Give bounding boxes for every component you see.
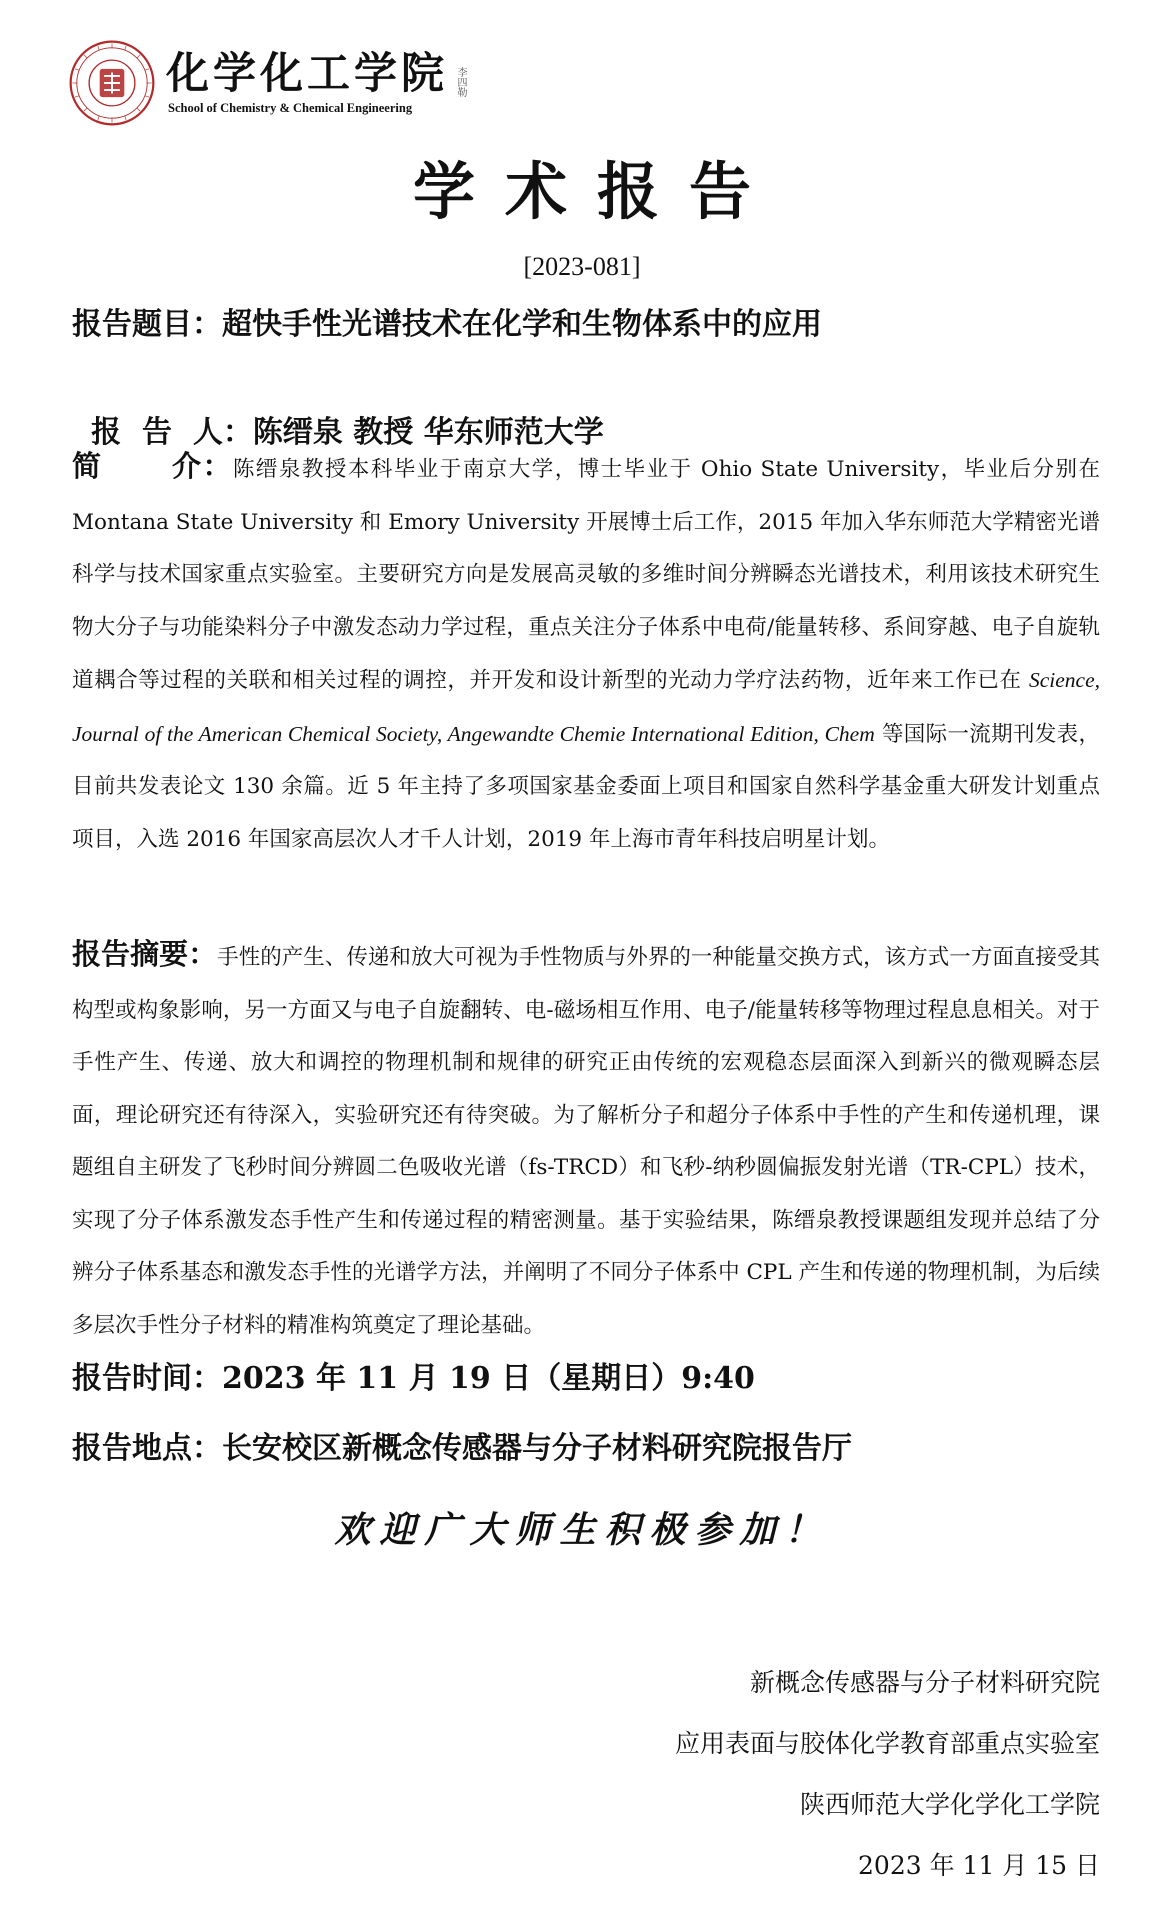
footer-org-3: 陕西师范大学化学化工学院 — [799, 1790, 1100, 1819]
calligraphy-signature: 李四勒 — [455, 66, 466, 97]
intro-journals: Science, Journal of the American Chemical Society, Angewandte Chemie International Edition, Chem — [72, 668, 1100, 746]
footer-org-1: 新概念传感器与分子材料研究院 — [749, 1668, 1100, 1697]
abstract-section — [72, 928, 1100, 1352]
place-value: 长安校区新概念传感器与分子材料研究院报告厅 — [222, 1431, 852, 1466]
abstract-text: 手性的产生、传递和放大可视为手性物质与外界的一种能量交换方式，该方式一方面直接受其构型或构象影响，另一方面又与电子自旋翻转、电-磁场相互作用、电子/能量转移等物理过程息息相关。对于手性产生、传递、放大和调控的物理机制和规律的研究正由传统的宏观稳态层面深入到新兴的微观瞬态层面，理论研究还有待深入，实验研究还有待突破。为了解析分子和超分子体系中手性的产生和传递机理，课题组自主研发了飞秒时间分辨圆二色吸收光谱（fs-TRCD）和飞秒-纳秒圆偏振发射光谱（TR-CPL）技术，实现了分子体系激发态手性产生和传递过程的精密测量。基于实验结果，陈缙泉教授课题组发现并总结了分辨分子体系基态和激发态手性的光谱学方法，并阐明了不同分子体系中 CPL 产生和传递的物理机制，为后续多层次手性分子材料的精准构筑奠定了理论基础。 — [72, 945, 1100, 1338]
intro-label: 简 介： — [72, 449, 233, 483]
time-value: 2023 年 11 月 19 日（星期日）9:40 — [222, 1361, 755, 1396]
footer-date: 2023 年 11 月 15 日 — [858, 1851, 1100, 1880]
document-code: [2023-081] — [523, 252, 641, 281]
time-label: 报告时间： — [72, 1361, 222, 1396]
header — [68, 38, 466, 128]
speaker-label: 报 告 人： — [91, 415, 253, 450]
topic-value: 超快手性光谱技术在化学和生物体系中的应用 — [222, 307, 822, 342]
place-line — [72, 1430, 1100, 1468]
speaker-value: 陈缙泉 教授 华东师范大学 — [252, 415, 604, 450]
footer-org-2: 应用表面与胶体化学教育部重点实验室 — [674, 1729, 1100, 1758]
school-brand — [166, 48, 466, 116]
school-name-cn: 化学化工学院 — [166, 48, 448, 99]
welcome-text: 欢迎广大师生积极参加！ — [334, 1509, 830, 1551]
time-line — [72, 1360, 1100, 1398]
intro-section — [72, 440, 1100, 866]
school-seal-logo — [68, 39, 156, 127]
abstract-label: 报告摘要： — [72, 937, 218, 971]
place-label: 报告地点： — [72, 1431, 222, 1466]
footer-signature-block — [675, 1652, 1100, 1896]
topic-label: 报告题目： — [72, 307, 222, 342]
school-name-en: School of Chemistry & Chemical Engineering — [168, 100, 413, 115]
topic-line — [72, 306, 1100, 344]
document-title: 学术报告 — [412, 155, 781, 228]
intro-text-1: 陈缙泉教授本科毕业于南京大学，博士毕业于 Ohio State University，毕业后分别在 Montana State University 和 Emory University 开展博士后工作，2015 年加入华东师范大学精密光谱科学与技术国家重点实验室。主要研究方向是发展高灵敏的多维时间分辨瞬态光谱技术，利用该技术研究生物大分子与功能染料分子中激发态动力学过程，重点关注分子体系中电荷/能量转移、系间穿越、电子自旋轨道耦合等过程的关联和相关过程的调控，并开发和设计新型的光动力学疗法药物，近年来工作已在 — [72, 457, 1100, 693]
intro-text-2: 等国际一流期刊发表，目前共发表论文 130 余篇。近 5 年主持了多项国家基金委面上项目和国家自然科学基金重大研发计划重点项目，入选 2016 年国家高层次人才千人计划，2019 年上海市青年科技启明星计划。 — [72, 721, 1100, 852]
